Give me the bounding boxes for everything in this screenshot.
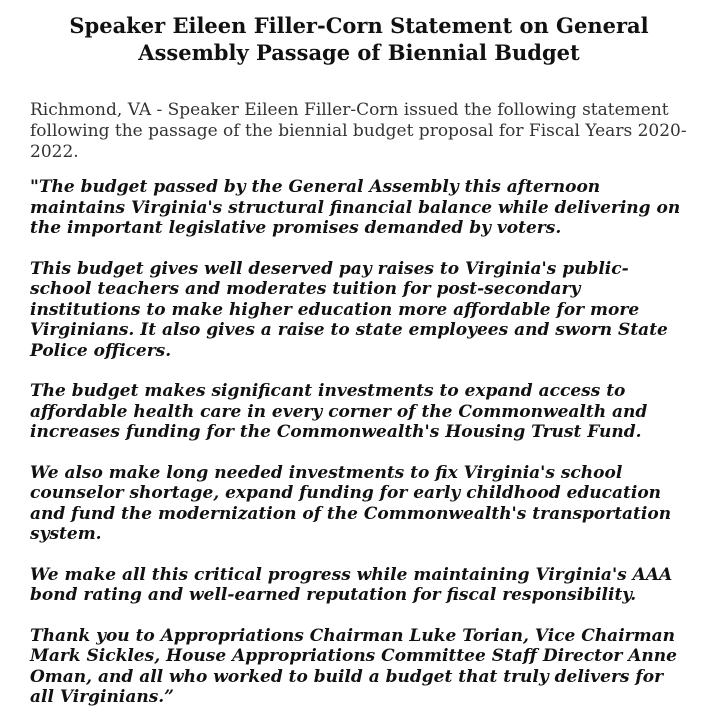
- statement-paragraph-5: We make all this critical progress while maintaining Virginia's AAA bond rating and well-earned reputation for fiscal responsibility.: [30, 564, 673, 605]
- statement-paragraph-2: This budget gives well deserved pay raises to Virginia's public-school teachers and moderates tuition for post-secondary institutions to make higher education more affordable for more Virginians. It also gives a raise to state employees and sworn State Police officers.: [30, 258, 668, 361]
- page-title: Speaker Eileen Filler-Corn Statement on General Assembly Passage of Biennial Budget: [69, 13, 649, 65]
- statement-paragraph-6: Thank you to Appropriations Chairman Luke Torian, Vice Chairman Mark Sickles, House Appropriations Committee Staff Director Anne Oman, and all who worked to build a budget that truly delivers for all Virginians.”: [30, 625, 677, 707]
- statement-paragraph-4: We also make long needed investments to fix Virginia's school counselor shortage, expand funding for early childhood education and fund the modernization of the Commonwealth's transportation system.: [30, 462, 672, 544]
- intro-paragraph: Richmond, VA - Speaker Eileen Filler-Corn issued the following statement following the passage of the biennial budget proposal for Fiscal Years 2020-2022.: [30, 100, 687, 162]
- statement-paragraph-1: "The budget passed by the General Assembly this afternoon maintains Virginia's structural financial balance while delivering on the important legislative promises demanded by voters.: [30, 177, 681, 238]
- statement-paragraph-3: The budget makes significant investments to expand access to affordable health care in every corner of the Commonwealth and increases funding for the Commonwealth's Housing Trust Fund.: [30, 381, 648, 442]
